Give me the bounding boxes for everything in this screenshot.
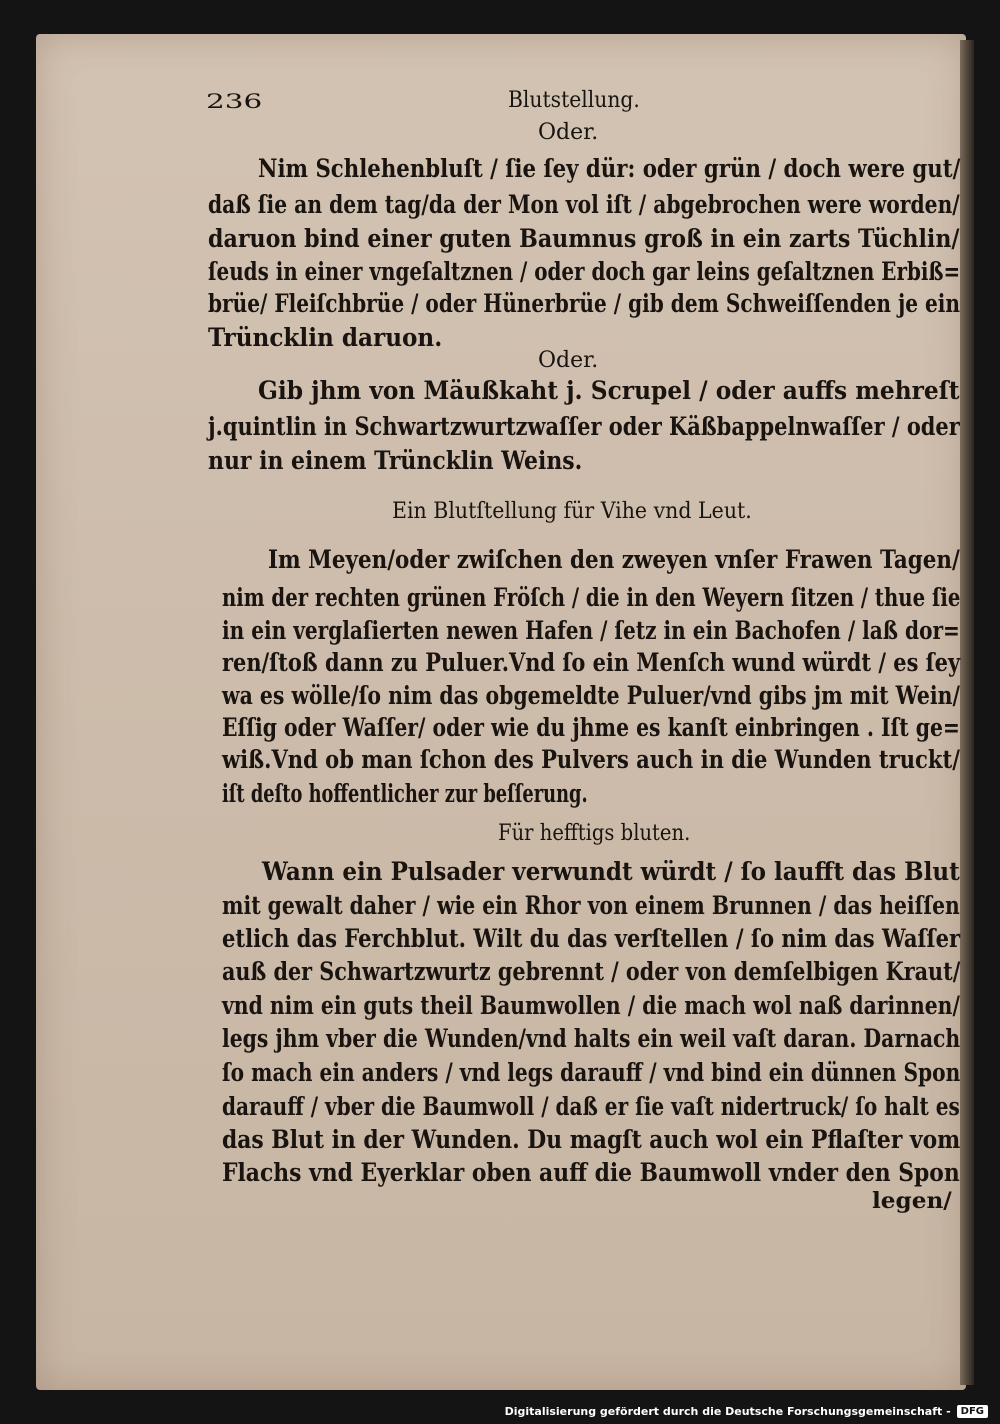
- text-line: vnd nim ein guts theil Baumwollen / die mach wol naß darinnen/: [222, 991, 960, 1020]
- running-head: Blutstellung.: [508, 88, 640, 113]
- text-line: Eſſig oder Waſſer/ oder wie du jhme es kanſt einbringen . Iſt ge=: [222, 713, 960, 742]
- text-line: Wann ein Pulsader verwundt würdt / ſo laufft das Blut: [262, 857, 960, 886]
- text-line: Nim Schlehenbluſt / ſie ſey dür: oder grün / doch were gut/: [258, 154, 961, 183]
- credit-text: Digitalisierung gefördert durch die Deutsche Forschungsgemeinschaft -: [504, 1404, 951, 1418]
- text-line: wiß.Vnd ob man ſchon des Pulvers auch in die Wunden truckt/: [222, 745, 960, 774]
- section-heading: Ein Blutſtellung für Vihe vnd Leut.: [392, 499, 752, 524]
- text-line: brüe/ Fleiſchbrüe / oder Hünerbrüe / gib dem Schweiſſenden je ein: [208, 289, 961, 318]
- section-heading-oder: Oder.: [538, 348, 599, 373]
- text-line: daruon bind einer guten Baumnus groß in ein zarts Tüchlin/: [208, 224, 960, 253]
- text-line: nim der rechten grünen Fröſch / die in den Weyern ſitzen / thue ſie: [222, 583, 961, 612]
- text-line: in ein verglaſierten newen Hafen / ſetz in ein Bachofen / laß dor=: [222, 616, 960, 645]
- text-line: Gib jhm von Mäußkaht j. Scrupel / oder auffs mehreſt: [258, 376, 960, 405]
- text-line: Trüncklin daruon.: [208, 323, 443, 352]
- text-line: j.quintlin in Schwartzwurtzwaſſer oder Käßbappelnwaſſer / oder: [208, 412, 960, 441]
- digitization-credit: [505, 1402, 988, 1420]
- page-number: 236: [206, 89, 263, 113]
- text-line: nur in einem Trüncklin Weins.: [208, 446, 583, 475]
- dfg-logo: DFG: [957, 1405, 988, 1418]
- page-edge: [960, 40, 974, 1385]
- text-line: wa es wölle/ſo nim das obgemeldte Puluer/vnd gibs jm mit Wein/: [222, 681, 960, 710]
- text-line: darauff / vber die Baumwoll / daß er ſie vaſt nidertruck/ ſo halt es: [222, 1092, 960, 1121]
- text-line: mit gewalt daher / wie ein Rhor von einem Brunnen / das heiſſen: [222, 891, 960, 920]
- text-line: ſo mach ein anders / vnd legs darauff / vnd bind ein dünnen Spon: [222, 1058, 961, 1087]
- text-line: ren/ſtoß dann zu Puluer.Vnd ſo ein Menſch wund würdt / es ſey: [222, 648, 961, 677]
- text-line: daß ſie an dem tag/da der Mon vol iſt / abgebrochen were worden/: [208, 190, 960, 219]
- text-line: Im Meyen/oder zwiſchen den zweyen vnſer Frawen Tagen/: [268, 545, 960, 574]
- text-line: auß der Schwartzwurtz gebrennt / oder von demſelbigen Kraut/: [222, 957, 961, 986]
- section-heading: Für hefftigs bluten.: [498, 821, 691, 846]
- text-line: etlich das Ferchblut. Wilt du das verſtellen / ſo nim das Waſſer: [222, 924, 961, 953]
- text-line: Flachs vnd Eyerklar oben auff die Baumwoll vnder den Spon: [222, 1158, 960, 1187]
- section-heading-oder: Oder.: [538, 120, 599, 145]
- text-line: legs jhm vber die Wunden/vnd halts ein weil vaſt daran. Darnach: [222, 1024, 961, 1053]
- text-line: das Blut in der Wunden. Du magſt auch wol ein Pflaſter vom: [222, 1125, 961, 1154]
- catchword: legen/: [872, 1188, 952, 1214]
- text-line: ſeuds in einer vngeſaltznen / oder doch gar leins geſaltznen Erbiß=: [208, 257, 961, 286]
- text-line: iſt deſto hoffentlicher zur beſſerung.: [222, 779, 588, 808]
